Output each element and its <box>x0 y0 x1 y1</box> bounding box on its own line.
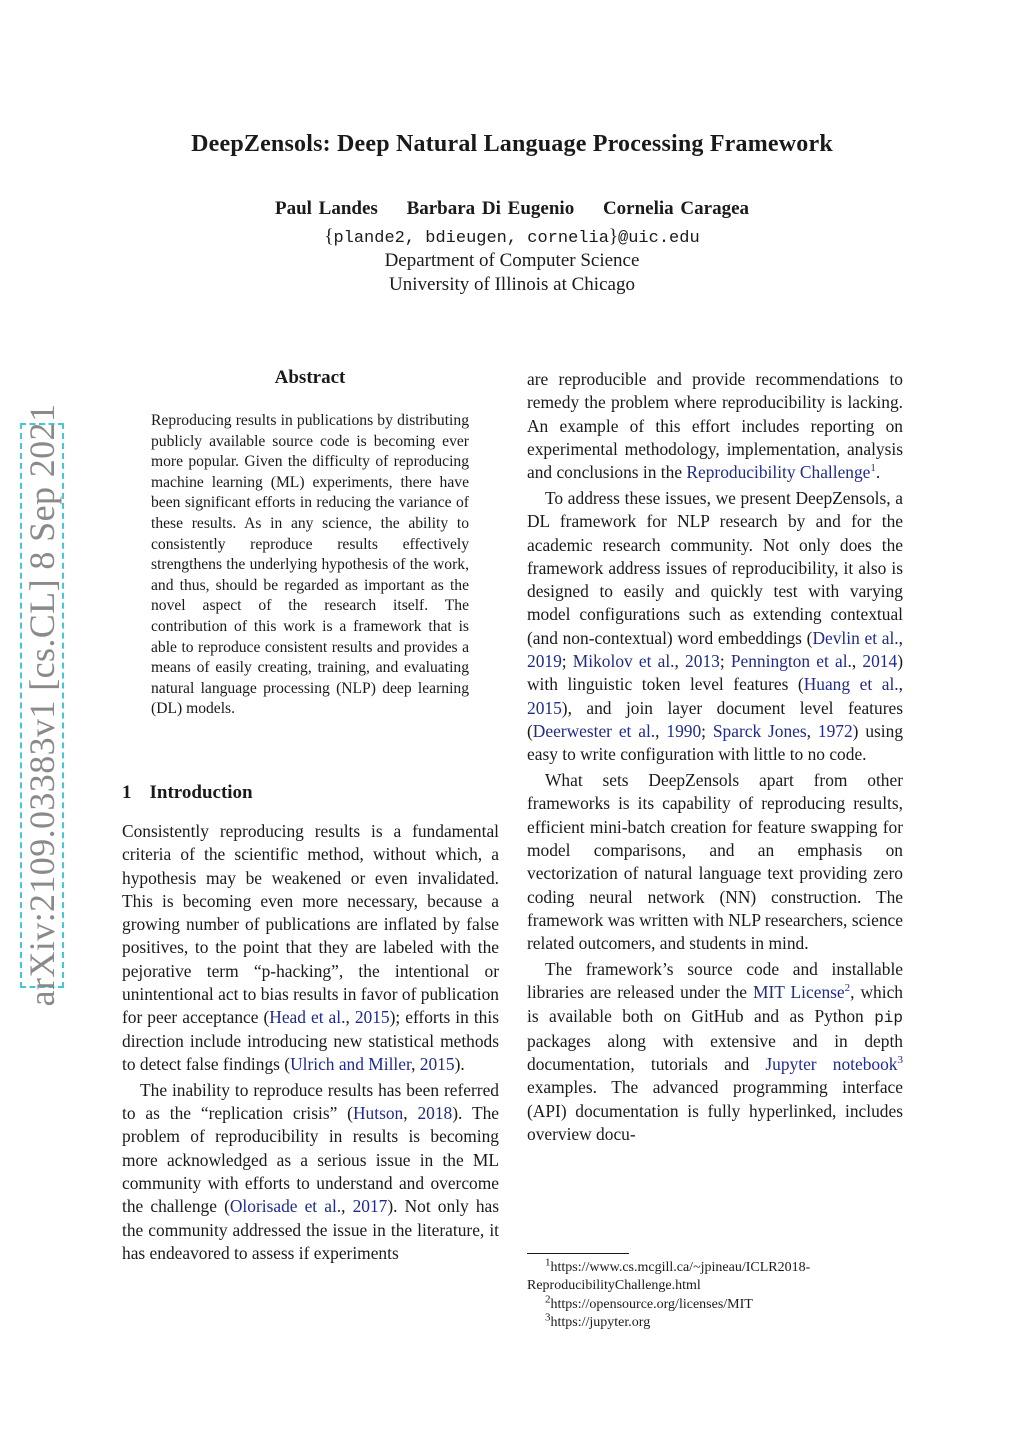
author-name: Barbara Di Eugenio <box>406 198 575 219</box>
right-column <box>527 368 903 1146</box>
citation-link[interactable]: Hutson <box>352 1103 404 1124</box>
left-column <box>122 820 499 1265</box>
footnote <box>527 1256 903 1277</box>
citation-link[interactable]: Ulrich and Miller <box>290 1053 412 1074</box>
affiliation-university: University of Illinois at Chicago <box>389 274 635 295</box>
footnote-marker[interactable]: 2 <box>844 982 851 995</box>
paragraph: are reproducible and provide recommendations to remedy the problem where reproducibility is lacking. An example of this effort includes reporting on experimental methodology, implementation, analysis and conclusions in the Reproducibility Challenge$^1$. <box>527 369 903 483</box>
abstract-text: Reproducing results in publications by distributing publicly available source code is becoming ever more popular. Given the difficulty of reproducing machine learning (ML) experiments, there have been significant efforts in reducing the variance of these results. As in any science, the ability to consistently reproduce results effectively strengthens the underlying hypothesis of the work, and thus, should be regarded as important as the novel aspect of the research itself. The contribution of this work is a framework that is able to reproduce consistent results and provides a means of easily creating, training, and evaluating natural language processing (NLP) deep learning (DL) models. <box>151 412 469 718</box>
footnote-url[interactable]: https://opensource.org/licenses/MIT <box>550 1296 753 1312</box>
citation-year-link[interactable]: 2019 <box>527 651 562 672</box>
footnote-continuation[interactable]: ReproducibilityChallenge.html <box>527 1278 701 1294</box>
paragraph: To address these issues, we present DeepZensols, a DL framework for NLP research by and for the academic research community. Not only does the framework address issues of reproducibility, it also is designed to easily and quickly test with varying model configurations such as extending contextual (and non-contextual) word embeddings (Devlin et al., 2019; Mikolov et al., 2013; Pennington et al., 2014) with linguistic token level features (Huang et al., 2015), and join layer document level features (Deerwester et al., 1990; Sparck Jones, 1972) using easy to write configuration with little to no code. <box>527 487 904 765</box>
paragraph: Consistently reproducing results is a fundamental criteria of the scientific method, without which, a hypothesis may be weakened or even invalidated. This is becoming even more necessary, because a growing number of publications are inflated by false positives, to the point that they are labeled with the pejorative term “p-hacking”, the intentional or unintentional act to bias results in favor of publication for peer acceptance (Head et al., 2015); efforts in this direction include introducing new statistical methods to detect false findings (Ulrich and Miller, 2015). <box>122 821 499 1074</box>
email-usernames: plande2, bdieugen, cornelia <box>333 229 609 248</box>
citation-year-link[interactable]: 2015 <box>419 1053 455 1074</box>
reproducibility-challenge-link[interactable]: Reproducibility Challenge <box>686 462 871 483</box>
footnotes <box>527 1256 903 1332</box>
footnote-number: 3 <box>545 1311 551 1324</box>
citation-link[interactable]: Mikolov et al. <box>572 651 675 672</box>
citation-year-link[interactable]: 2017 <box>352 1196 388 1217</box>
citation-year-link[interactable]: 2018 <box>417 1103 453 1124</box>
citation-link[interactable]: Pennington et al. <box>730 651 852 672</box>
citation-link[interactable]: Devlin et al. <box>812 627 899 648</box>
citation-year-link[interactable]: 2014 <box>862 651 898 672</box>
footnote-url[interactable]: https://jupyter.org <box>550 1314 651 1330</box>
section-title: Introduction <box>149 782 253 803</box>
footnote <box>527 1311 903 1332</box>
footnote-rule <box>527 1253 629 1254</box>
jupyter-notebook-link[interactable]: Jupyter notebook <box>765 1054 898 1075</box>
citation-year-link[interactable]: 1972 <box>817 720 853 741</box>
author-emails: {plande2, bdieugen, cornelia}@uic.edu <box>324 226 700 248</box>
footnote-number: 1 <box>545 1256 551 1269</box>
author-list <box>0 198 1024 220</box>
paragraph: What sets DeepZensols apart from other frameworks is its capability of reproducing results, efficient mini-batch creation for feature swapping for model comparisons, and an emphasis on vectorization of natural language text providing zero coding neural network (NN) construction. The framework was written with NLP researchers, science related outcomers, and students in mind. <box>527 770 903 954</box>
section-heading <box>122 782 253 804</box>
paragraph: The inability to reproduce results has been referred to as the “replication crisis” (Hutson, 2018). The problem of reproducibility in results is becoming more acknowledged as a serious issue in the ML community with efforts to understand and overcome the challenge (Olorisade et al., 2017). Not only has the community addressed the issue in the literature, it has endeavored to assess if experiments <box>122 1079 499 1263</box>
citation-link[interactable]: Sparck Jones <box>712 720 807 741</box>
author-name: Cornelia Caragea <box>602 198 750 219</box>
paper-title: DeepZensols: Deep Natural Language Processing Framework <box>191 131 833 157</box>
footnote <box>527 1292 903 1314</box>
citation-year-link[interactable]: 1990 <box>666 720 702 741</box>
abstract-heading: Abstract <box>274 367 346 388</box>
footnote-url[interactable]: https://www.cs.mcgill.ca/~jpineau/ICLR2018- <box>550 1260 811 1275</box>
footnote-marker[interactable]: 3 <box>897 1054 903 1067</box>
affiliation-department: Department of Computer Science <box>384 250 640 271</box>
citation-year-link[interactable]: 2013 <box>685 651 720 672</box>
citation-link[interactable]: Head et al. <box>269 1007 346 1028</box>
citation-link[interactable]: Olorisade et al. <box>229 1196 342 1217</box>
citation-year-link[interactable]: 2015 <box>527 697 562 718</box>
mit-license-link[interactable]: MIT License <box>753 982 845 1003</box>
footnote-number: 2 <box>545 1292 551 1305</box>
inline-code: pip <box>874 1008 903 1027</box>
citation-year-link[interactable]: 2015 <box>354 1007 390 1028</box>
arxiv-identifier: arXiv:2109.03383v1 [cs.CL] 8 Sep 2021 <box>22 403 62 1007</box>
footnote-marker[interactable]: 1 <box>870 462 876 475</box>
author-name: Paul Landes <box>274 198 378 219</box>
section-number: 1 <box>122 782 132 803</box>
email-domain: @uic.edu <box>618 229 700 248</box>
citation-link[interactable]: Deerwester et al. <box>532 720 656 741</box>
citation-link[interactable]: Huang et al. <box>803 674 899 695</box>
paragraph: The framework’s source code and installable libraries are released under the MIT License$^2$, which is available both on GitHub and as Python pip packages along with extensive and in depth documentation, tutorials and Jupyter notebook$^3$ examples. The advanced programming interface (API) documentation is fully hyperlinked, includes overview docu- <box>527 958 903 1144</box>
